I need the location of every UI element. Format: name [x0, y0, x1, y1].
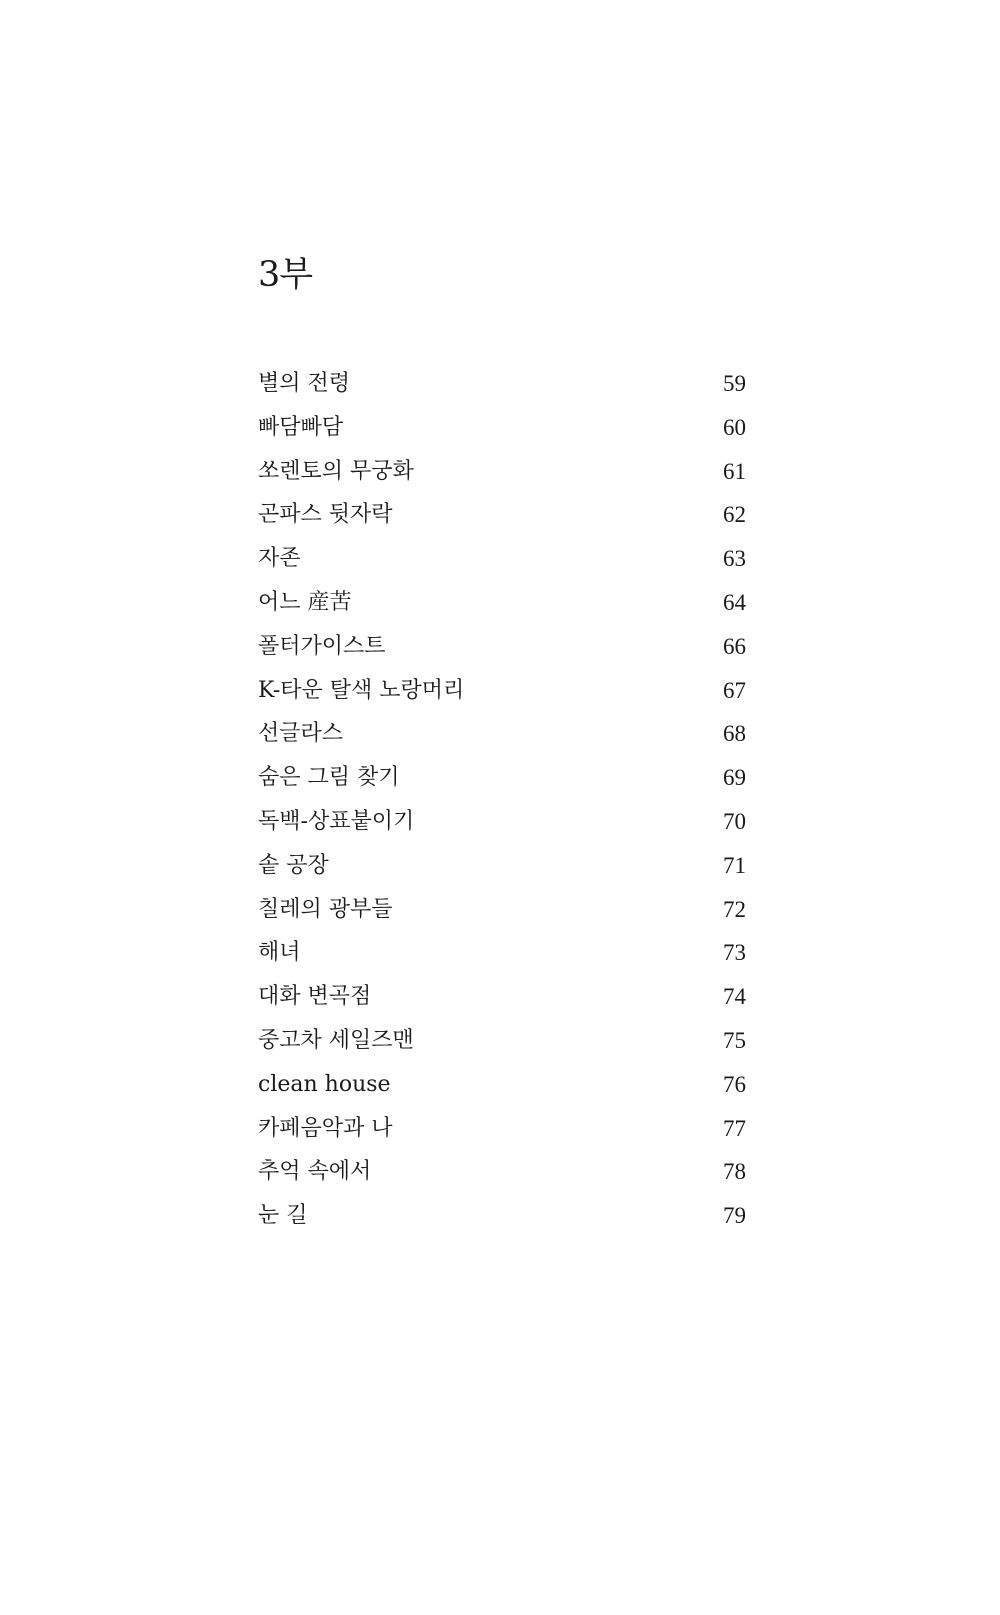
toc-entry-page: 77: [723, 1115, 746, 1141]
toc-entry: [258, 1194, 746, 1238]
toc-entry: [258, 800, 746, 844]
toc-entry: [258, 1150, 746, 1194]
toc-entry-title: 칠레의 광부들: [258, 896, 393, 922]
toc-entry-page: 70: [723, 808, 746, 834]
toc-entry: [258, 406, 746, 450]
toc-entry: [258, 1107, 746, 1151]
toc-entry-page: 64: [723, 589, 746, 615]
toc-entry-page: 75: [723, 1027, 746, 1053]
toc-entry-page: 76: [723, 1071, 746, 1097]
toc-entry: [258, 625, 746, 669]
toc-entry-title: 빠담빠담: [258, 414, 344, 440]
toc-entry-title: 숨은 그림 찾기: [258, 765, 400, 791]
toc-entry-page: 74: [723, 984, 746, 1010]
toc-entry-title: clean house: [258, 1071, 391, 1097]
toc-entry-title: 중고차 세일즈맨: [258, 1027, 414, 1053]
toc-entry-page: 66: [723, 633, 746, 659]
toc-entry-page: 59: [723, 371, 746, 396]
toc-entry-page: 61: [723, 458, 746, 484]
toc-entry: [258, 669, 746, 713]
toc-entry-title: 솥 공장: [258, 852, 329, 878]
toc-entry: [258, 1019, 746, 1063]
toc-entry: [258, 493, 746, 537]
toc-entry-title: 추억 속에서: [258, 1159, 372, 1185]
table-of-contents: [258, 362, 746, 1238]
toc-entry: [258, 756, 746, 800]
toc-entry-page: 68: [723, 721, 746, 747]
toc-entry: [258, 975, 746, 1019]
toc-entry: [258, 888, 746, 932]
toc-entry-title: 곤파스 뒷자락: [258, 502, 393, 528]
toc-entry-title: 독백-상표붙이기: [258, 808, 415, 834]
toc-entry-title: 쏘렌토의 무궁화: [258, 458, 414, 484]
toc-entry-page: 62: [723, 502, 746, 528]
toc-entry-title: 눈 길: [258, 1203, 308, 1229]
toc-entry-title: 별의 전령: [258, 371, 351, 396]
toc-entry-page: 73: [723, 940, 746, 966]
toc-entry: [258, 537, 746, 581]
toc-entry: [258, 1063, 746, 1107]
toc-entry-page: 63: [723, 546, 746, 572]
toc-entry-title: 해녀: [258, 940, 301, 966]
toc-entry-page: 60: [723, 414, 746, 440]
toc-entry-title: 카페음악과 나: [258, 1115, 393, 1141]
toc-entry-page: 69: [723, 765, 746, 791]
toc-entry: [258, 712, 746, 756]
toc-entry-title: 폴터가이스트: [258, 633, 386, 659]
toc-entry-page: 67: [723, 677, 746, 703]
toc-entry-title: 자존: [258, 546, 301, 572]
toc-entry-title: K-타운 탈색 노랑머리: [258, 677, 465, 703]
toc-entry: [258, 362, 746, 406]
toc-entry-page: 72: [723, 896, 746, 922]
part-title: 3부: [258, 255, 313, 295]
toc-entry-title: 어느 産苦: [258, 589, 352, 615]
toc-entry: [258, 581, 746, 625]
toc-entry-page: 79: [723, 1203, 746, 1229]
toc-entry: [258, 844, 746, 888]
toc-entry: [258, 931, 746, 975]
toc-entry-title: 선글라스: [258, 721, 344, 747]
toc-entry-page: 78: [723, 1159, 746, 1185]
toc-entry-page: 71: [723, 852, 746, 878]
toc-entry-title: 대화 변곡점: [258, 984, 372, 1010]
toc-entry: [258, 450, 746, 494]
